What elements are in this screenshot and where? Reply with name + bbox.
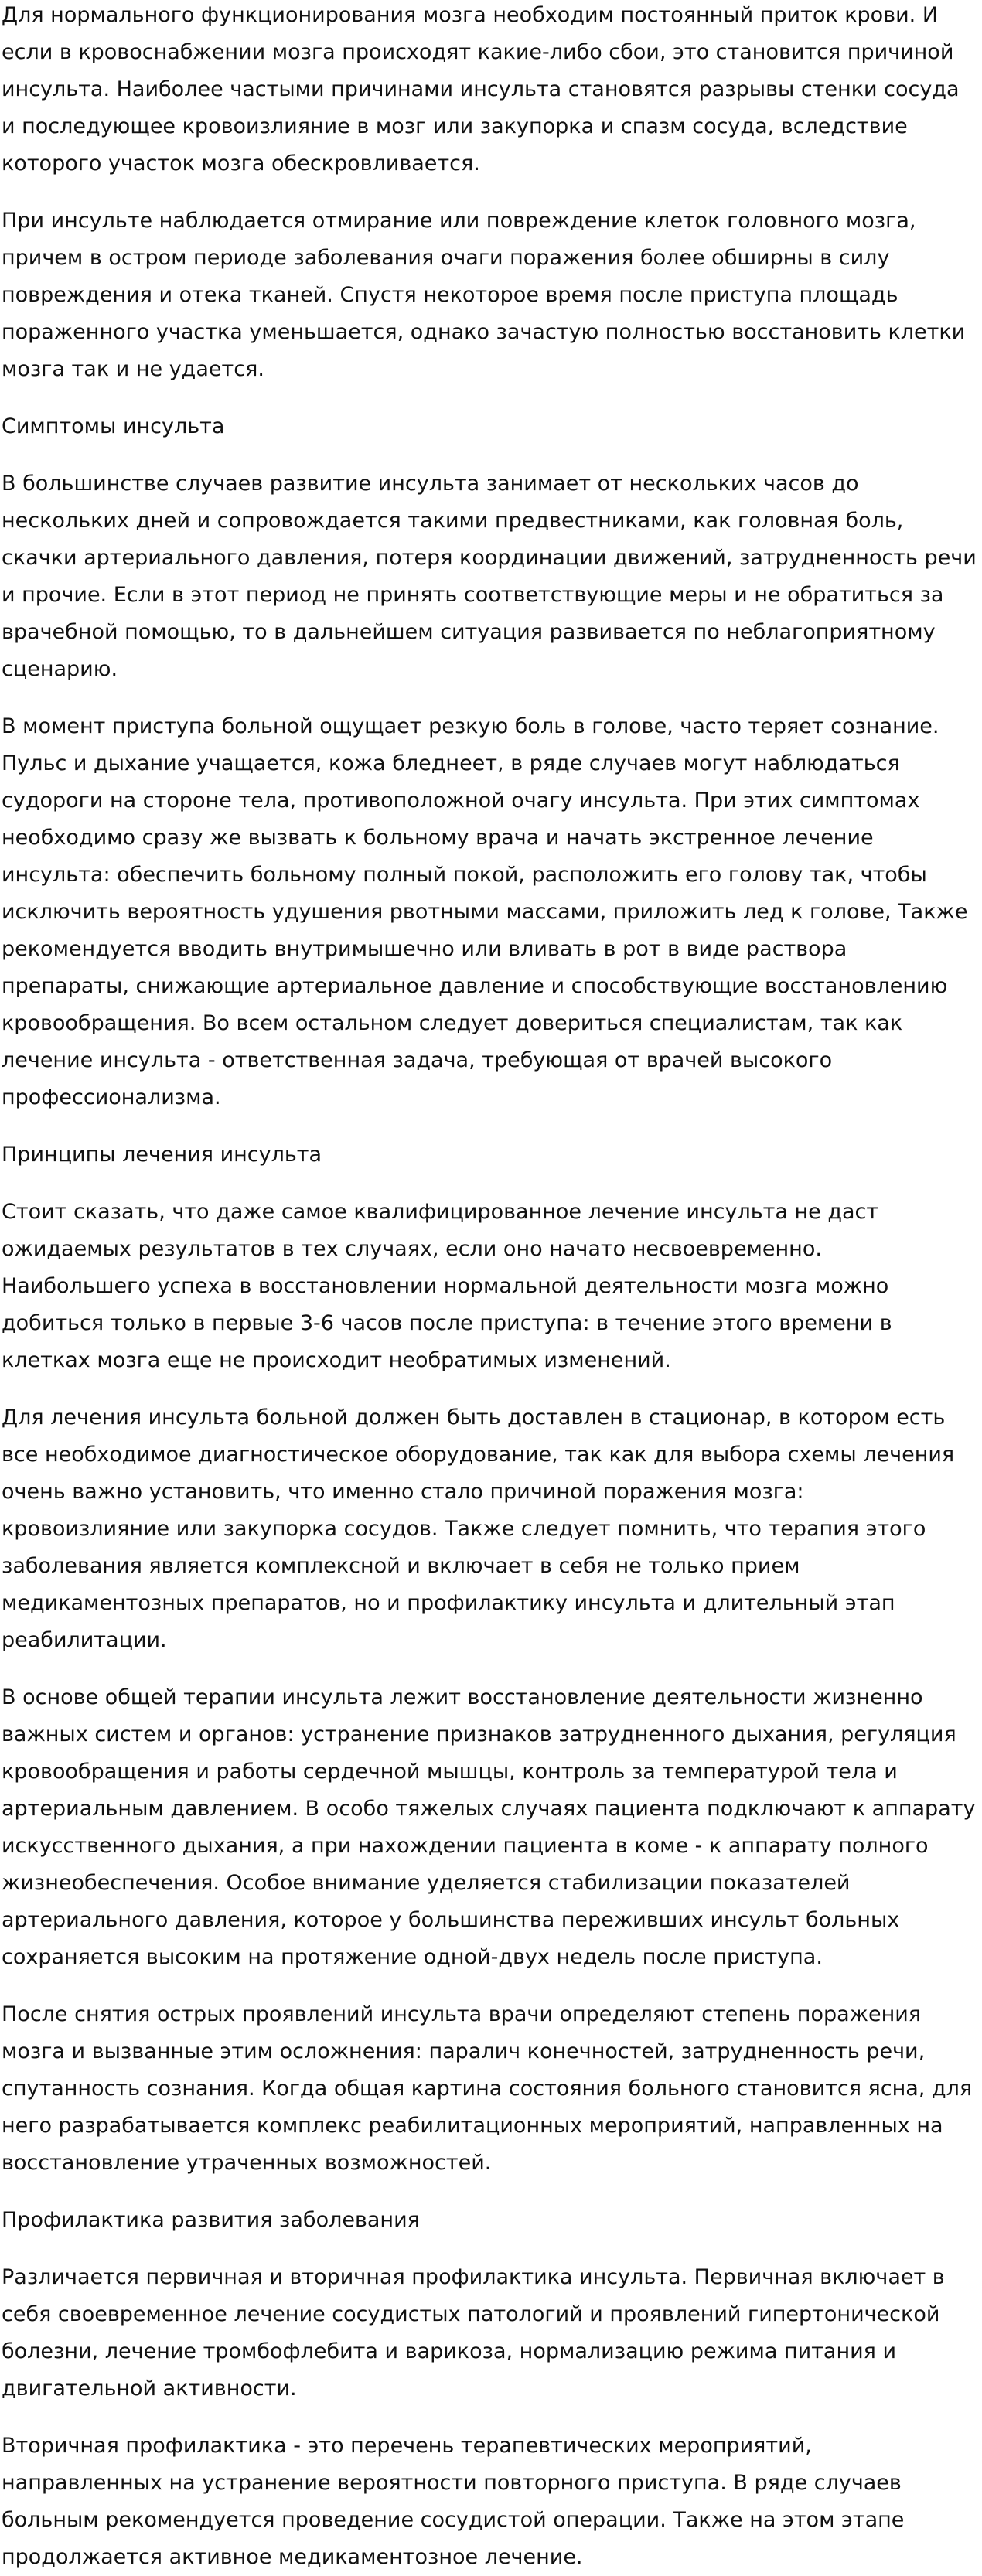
heading-symptoms: Симптомы инсульта — [2, 414, 225, 438]
heading-prevention: Профилактика развития заболевания — [2, 2208, 420, 2232]
paragraph-rehabilitation: После снятия острых проявлений инсульта врачи определяют степень поражения мозга и вызванные этим осложнения: паралич конечностей, затрудненность речи, спутанность сознания. Когда общая картина состояния больного становится ясна, для него разрабатывается комплекс реабилитационных мероприятий, направленных на восстановление утраченных возможностей. — [2, 2002, 973, 2175]
paragraph-primary-prevention: Различается первичная и вторичная профилактика инсульта. Первичная включает в себя своевременное лечение сосудистых патологий и проявлений гипертонической болезни, лечение тромбофлебита и варикоза, нормализацию режима питания и двигательной активности. — [2, 2265, 945, 2401]
heading-treatment-principles: Принципы лечения инсульта — [2, 1143, 322, 1167]
paragraph-treatment-timing: Стоит сказать, что даже самое квалифицированное лечение инсульта не даст ожидаемых результатов в тех случаях, если оно начато несвоевременно. Наибольшего успеха в восстановлении нормальной деятельности мозга можно добиться только в первые 3-6 часов после приступа: в течение этого времени в клетках мозга еще не происходит необратимых изменений. — [2, 1200, 892, 1372]
paragraph-general-therapy: В основе общей терапии инсульта лежит восстановление деятельности жизненно важных систем и органов: устранение признаков затрудненного дыхания, регуляция кровообращения и работы сердечной мышцы, контроль за температурой тела и артериальным давлением. В особо тяжелых случаях пациента подключают к аппарату искусственного дыхания, а при нахождении пациента в коме - к аппарату полного жизнеобеспечения. Особое внимание уделяется стабилизации показателей артериального давления, которое у большинства переживших инсульт больных сохраняется высоким на протяжение одной-двух недель после приступа. — [2, 1685, 976, 1969]
paragraph-symptoms-development: В большинстве случаев развитие инсульта занимает от нескольких часов до нескольких дней и сопровождается такими предвестниками, как головная боль, скачки артериального давления, потеря координации движений, затрудненность речи и прочие. Если в этот период не принять соответствующие меры и не обратиться за врачебной помощью, то в дальнейшем ситуация развивается по неблагоприятному сценарию. — [2, 472, 977, 681]
paragraph-stroke-damage: При инсульте наблюдается отмирание или повреждение клеток головного мозга, причем в остром периоде заболевания очаги поражения более обширны в силу повреждения и отека тканей. Спустя некоторое время после приступа площадь пораженного участка уменьшается, однако зачастую полностью восстановить клетки мозга так и не удается. — [2, 209, 966, 381]
paragraph-hospital-treatment: Для лечения инсульта больной должен быть доставлен в стационар, в котором есть все необходимое диагностическое оборудование, так как для выбора схемы лечения очень важно установить, что именно стало причиной поражения мозга: кровоизлияние или закупорка сосудов. Также следует помнить, что терапия этого заболевания является комплексной и включает в себя не только прием медикаментозных препаратов, но и профилактику инсульта и длительный этап реабилитации. — [2, 1406, 955, 1652]
paragraph-secondary-prevention: Вторичная профилактика - это перечень терапевтических мероприятий, направленных на устранение вероятности повторного приступа. В ряде случаев больным рекомендуется проведение сосудистой операции. Также на этом этапе продолжается активное медикаментозное лечение. — [2, 2434, 905, 2569]
paragraph-stroke-cause: Для нормального функционирования мозга необходим постоянный приток крови. И если в кровоснабжении мозга происходят какие-либо сбои, это становится причиной инсульта. Наиболее частыми причинами инсульта становятся разрывы стенки сосуда и последующее кровоизлияние в мозг или закупорка и спазм сосуда, вследствие которого участок мозга обескровливается. — [2, 3, 960, 175]
paragraph-attack-first-aid: В момент приступа больной ощущает резкую боль в голове, часто теряет сознание. Пульс и дыхание учащается, кожа бледнеет, в ряде случаев могут наблюдаться судороги на стороне тела, противоположной очагу инсульта. При этих симптомах необходимо сразу же вызвать к больному врача и начать экстренное лечение инсульта: обеспечить больному полный покой, расположить его голову так, чтобы исключить вероятность удушения рвотными массами, приложить лед к голове, Также рекомендуется вводить внутримышечно или вливать в рот в виде раствора препараты, снижающие артериальное давление и способствующие восстановлению кровообращения. Во всем остальном следует довериться специалистам, так как лечение инсульта - ответственная задача, требующая от врачей высокого профессионализма. — [2, 714, 968, 1109]
